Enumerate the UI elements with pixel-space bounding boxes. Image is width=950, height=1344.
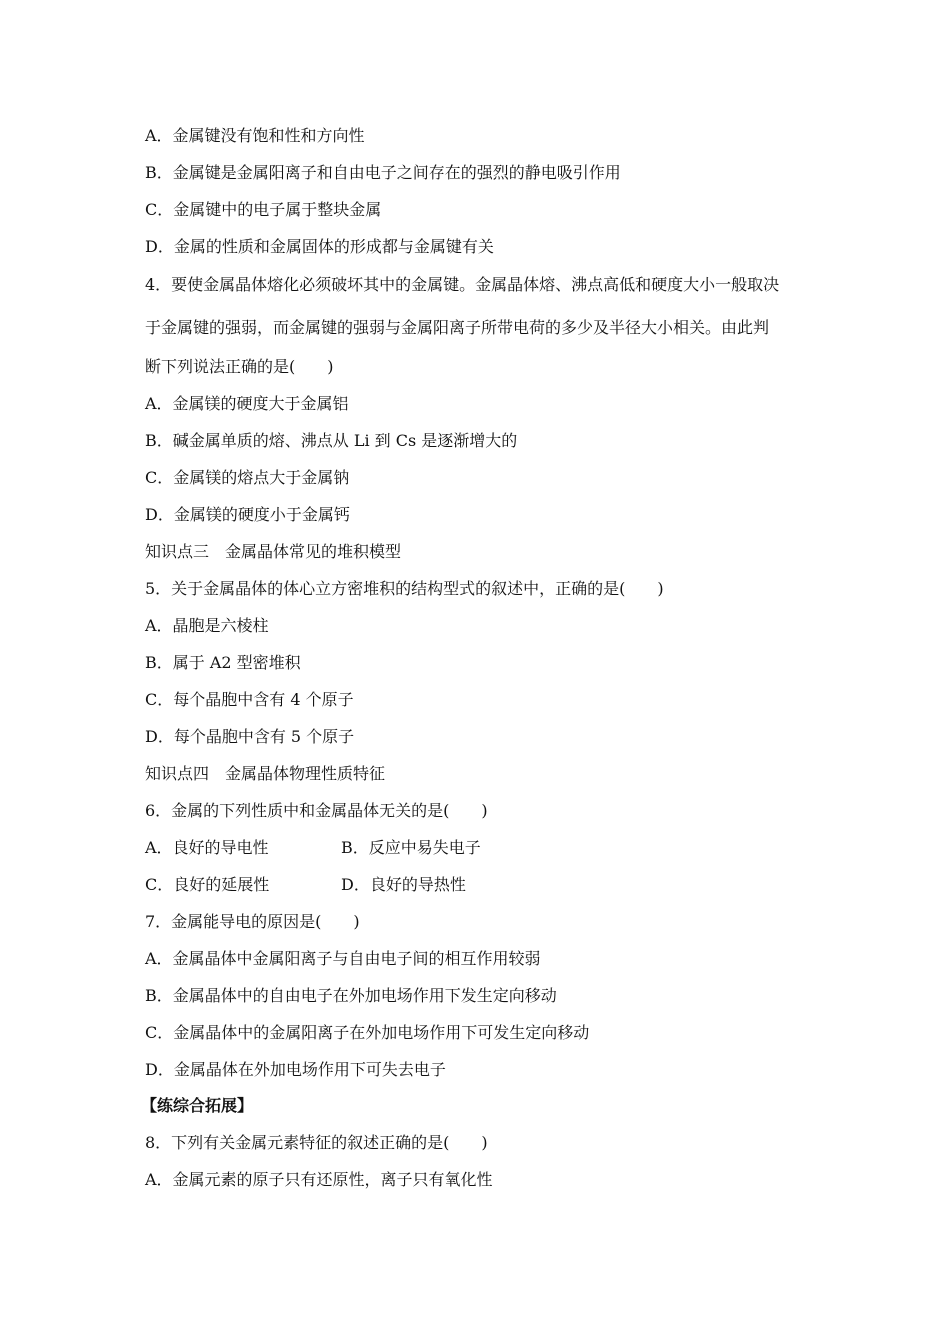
- q7-stem: 7．金属能导电的原因是( ): [145, 912, 360, 931]
- q5-option-c: C．每个晶胞中含有 4 个原子: [145, 690, 354, 709]
- q5-stem: 5．关于金属晶体的体心立方密堆积的结构型式的叙述中，正确的是( ): [145, 579, 664, 598]
- q5-option-a: A．晶胞是六棱柱: [145, 616, 269, 635]
- q4-option-c: C．金属镁的熔点大于金属钠: [145, 468, 350, 487]
- q8-stem: 8．下列有关金属元素特征的叙述正确的是( ): [145, 1133, 488, 1152]
- q7-option-d: D．金属晶体在外加电场作用下可失去电子: [145, 1060, 446, 1079]
- q4-option-b: B．碱金属单质的熔、沸点从 Li 到 Cs 是逐渐增大的: [145, 431, 518, 450]
- q3-option-a: A．金属键没有饱和性和方向性: [145, 126, 365, 145]
- q7-option-c: C．金属晶体中的金属阳离子在外加电场作用下可发生定向移动: [145, 1023, 590, 1042]
- section4-title: 知识点四 金属晶体物理性质特征: [145, 764, 386, 783]
- q6-option-c: C．良好的延展性: [145, 875, 270, 894]
- q7-option-b: B．金属晶体中的自由电子在外加电场作用下发生定向移动: [145, 986, 557, 1005]
- q8-option-a: A．金属元素的原子只有还原性，离子只有氧化性: [145, 1170, 493, 1189]
- q6-option-d: D．良好的导热性: [341, 875, 466, 894]
- q7-option-a: A．金属晶体中金属阳离子与自由电子间的相互作用较弱: [145, 949, 541, 968]
- q5-option-d: D．每个晶胞中含有 5 个原子: [145, 727, 355, 746]
- q6-option-a: A．良好的导电性: [145, 838, 269, 857]
- q4-option-d: D．金属镁的硬度小于金属钙: [145, 505, 350, 524]
- section3-title: 知识点三 金属晶体常见的堆积模型: [145, 542, 402, 561]
- q6-option-b: B．反应中易失电子: [341, 838, 481, 857]
- q4-stem-line1: 4．要使金属晶体熔化必须破坏其中的金属键。金属晶体熔、沸点高低和硬度大小一般取决: [145, 275, 780, 294]
- q5-option-b: B．属于 A2 型密堆积: [145, 653, 301, 672]
- q4-stem-line2: 于金属键的强弱，而金属键的强弱与金属阳离子所带电荷的多少及半径大小相关。由此判: [145, 318, 770, 337]
- q6-stem: 6．金属的下列性质中和金属晶体无关的是( ): [145, 801, 488, 820]
- q3-option-c: C．金属键中的电子属于整块金属: [145, 200, 382, 219]
- q3-option-b: B．金属键是金属阳离子和自由电子之间存在的强烈的静电吸引作用: [145, 163, 621, 182]
- q3-option-d: D．金属的性质和金属固体的形成都与金属键有关: [145, 237, 494, 256]
- q4-stem-line3: 断下列说法正确的是( ): [145, 357, 334, 376]
- q4-option-a: A．金属镁的硬度大于金属铝: [145, 394, 349, 413]
- practice-heading: 【练综合拓展】: [141, 1096, 254, 1115]
